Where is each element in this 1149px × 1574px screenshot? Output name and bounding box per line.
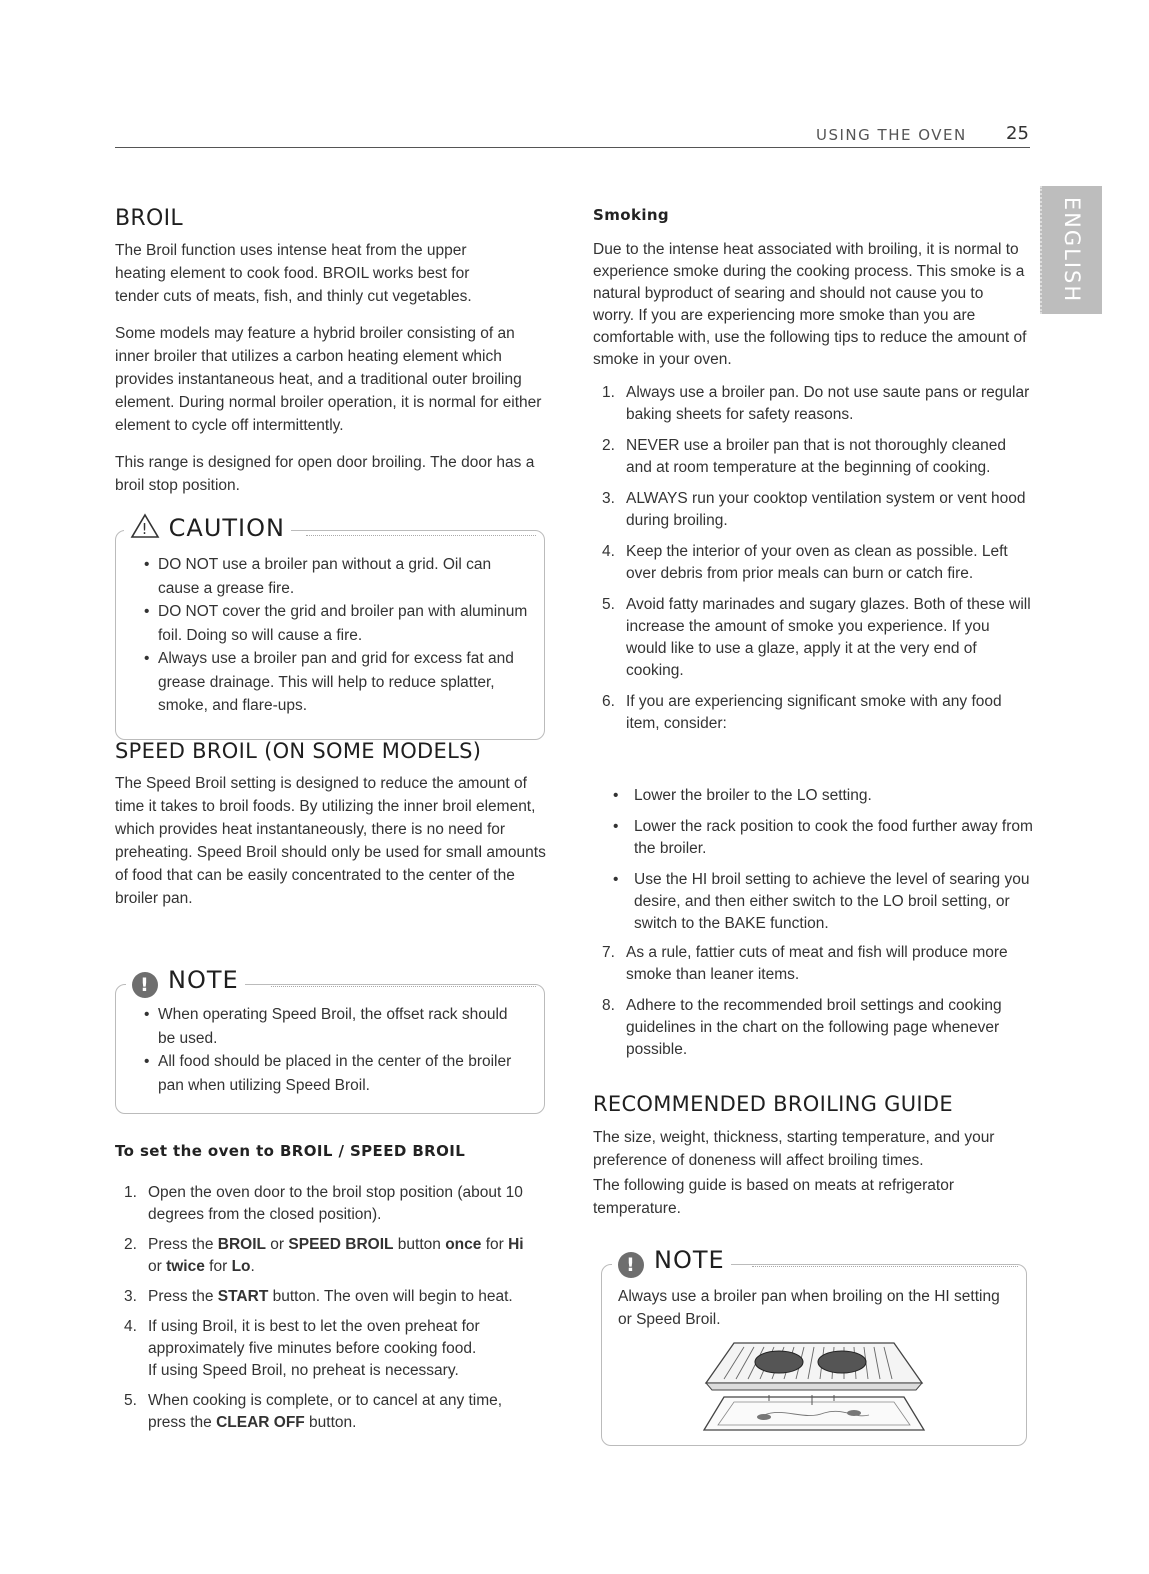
header-rule bbox=[115, 147, 1030, 148]
smoking-heading: Smoking bbox=[593, 206, 670, 224]
step-item: 4. Keep the interior of your oven as clean as possible. Left over debris from prior meals can burn or catch fire. bbox=[602, 543, 1008, 582]
note-title bbox=[126, 966, 245, 998]
speed-broil-heading: SPEED BROIL (ON SOME MODELS) bbox=[115, 739, 482, 763]
set-oven-steps bbox=[115, 1182, 535, 1434]
caution-item: • DO NOT use a broiler pan without a grid. Oil can cause a grease fire. bbox=[144, 556, 492, 597]
tip-item: • Use the HI broil setting to achieve the level of searing you desire, and then either switch to the LO broil setting, or switch to the BAKE function. bbox=[613, 871, 1030, 932]
step-item: 1. Open the oven door to the broil stop position (about 10 degrees from the closed position). bbox=[124, 1184, 523, 1223]
broil-heading: BROIL bbox=[115, 206, 183, 231]
note-item: • When operating Speed Broil, the offset rack should be used. bbox=[144, 1006, 508, 1047]
caution-item: • DO NOT cover the grid and broiler pan with aluminum foil. Doing so will cause a fire. bbox=[144, 603, 528, 644]
guide-heading: RECOMMENDED BROILING GUIDE bbox=[593, 1092, 953, 1116]
step-item: 5. Avoid fatty marinades and sugary glazes. Both of these will increase the amount of smoke you experience. If you would like to use a glaze, apply it at the very end of cooking. bbox=[602, 596, 1031, 679]
note-box-speed-broil bbox=[115, 966, 545, 1114]
caution-box bbox=[115, 514, 545, 740]
svg-text:!: ! bbox=[141, 520, 149, 538]
caution-title-rule bbox=[306, 535, 536, 536]
caution-title-text: CAUTION bbox=[168, 514, 285, 542]
step-item: 1. Always use a broiler pan. Do not use saute pans or regular baking sheets for safety reasons. bbox=[602, 384, 1030, 423]
step-item: 8. Adhere to the recommended broil settings and cooking guidelines in the chart on the following page whenever possible. bbox=[602, 997, 1002, 1058]
caution-item: • Always use a broiler pan and grid for excess fat and grease drainage. This will help to reduce splatter, smoke, and flare-ups. bbox=[144, 650, 514, 714]
language-tab bbox=[1040, 186, 1102, 314]
smoking-paragraph: Due to the intense heat associated with broiling, it is normal to experience smoke during the cooking process. This smoke is a natural byproduct of searing and should not cause you to worry. If you are experiencing more smoke than you are comfortable with, use the following tips to reduce the amount of smoke in your oven. bbox=[593, 241, 1027, 368]
caution-list bbox=[144, 553, 529, 718]
tip-item: • Lower the rack position to cook the food further away from the broiler. bbox=[613, 818, 1033, 857]
broil-paragraph-1: The Broil function uses intense heat from the upper heating element to cook food. BROIL works best for tender cuts of meats, fish, and thinly cut vegetables. bbox=[115, 242, 472, 305]
step-item: 2. NEVER use a broiler pan that is not thoroughly cleaned and at room temperature at the beginning of cooking. bbox=[602, 437, 1006, 476]
guide-paragraph-2: The following guide is based on meats at refrigerator temperature. bbox=[593, 1177, 955, 1217]
note-title-rule bbox=[752, 1266, 1018, 1267]
set-oven-heading: To set the oven to BROIL / SPEED BROIL bbox=[115, 1142, 466, 1160]
steak-right bbox=[818, 1351, 866, 1373]
note-list bbox=[144, 1003, 529, 1097]
step-item: 3. Press the START button. The oven will begin to heat. bbox=[124, 1288, 513, 1305]
step-item: 7. As a rule, fattier cuts of meat and fish will produce more smoke than leaner items. bbox=[602, 944, 1008, 983]
exclamation-circle-icon: ! bbox=[618, 1252, 644, 1278]
note-box-broiler-pan bbox=[601, 1246, 1027, 1446]
smoking-steps-b bbox=[593, 942, 1033, 1061]
note-title-text: NOTE bbox=[168, 966, 239, 994]
note-item: • All food should be placed in the center of the broiler pan when utilizing Speed Broil. bbox=[144, 1053, 512, 1094]
note-text: Always use a broiler pan when broiling on the HI setting or Speed Broil. bbox=[618, 1288, 1000, 1328]
step-item: 6. If you are experiencing significant smoke with any food item, consider: bbox=[602, 693, 1002, 732]
broiler-pan-illustration bbox=[694, 1335, 934, 1435]
step-item: 3. ALWAYS run your cooktop ventilation system or vent hood during broiling. bbox=[602, 490, 1026, 529]
speed-broil-paragraph: The Speed Broil setting is designed to reduce the amount of time it takes to broil foods. By utilizing the inner broil element, which provides heat instantaneously, there is no need for preheating. Speed Broil should only be used for small amounts of food that can be easily concentrated to the center of the broiler pan. bbox=[115, 775, 546, 907]
language-tab-label: ENGLISH bbox=[1060, 196, 1084, 304]
smoking-tips bbox=[593, 785, 1033, 935]
header-section: USING THE OVEN bbox=[816, 126, 967, 144]
broil-paragraph-2: Some models may feature a hybrid broiler consisting of an inner broiler that utilizes a carbon heating element which provides instantaneous heat, and a traditional outer broiling element. During normal broiler operation, it is normal for either element to cycle off intermittently. bbox=[115, 325, 542, 434]
note-title-text: NOTE bbox=[654, 1246, 725, 1274]
step-item: 2. Press the BROIL or SPEED BROIL button once for Hi or twice for Lo. bbox=[124, 1236, 524, 1275]
smoking-steps-a bbox=[593, 382, 1033, 735]
step-item: 5. When cooking is complete, or to cancel at any time, press the CLEAR OFF button. bbox=[124, 1392, 503, 1431]
note-title bbox=[612, 1246, 731, 1278]
broil-paragraph-3: This range is designed for open door broiling. The door has a broil stop position. bbox=[115, 454, 535, 494]
steak-left bbox=[755, 1351, 803, 1373]
step-item: 4. If using Broil, it is best to let the oven preheat for approximately five minutes before cooking food. If using Speed Broil, no preheat is necessary. bbox=[124, 1318, 480, 1379]
exclamation-circle-icon: ! bbox=[132, 972, 158, 998]
note-title-rule bbox=[271, 986, 536, 987]
caution-title bbox=[124, 513, 291, 542]
guide-paragraph-1: The size, weight, thickness, starting temperature, and your preference of doneness will affect broiling times. bbox=[593, 1129, 995, 1169]
page-number: 25 bbox=[1006, 123, 1029, 144]
warning-triangle-icon bbox=[130, 513, 160, 539]
tip-item: • Lower the broiler to the LO setting. bbox=[613, 787, 872, 804]
